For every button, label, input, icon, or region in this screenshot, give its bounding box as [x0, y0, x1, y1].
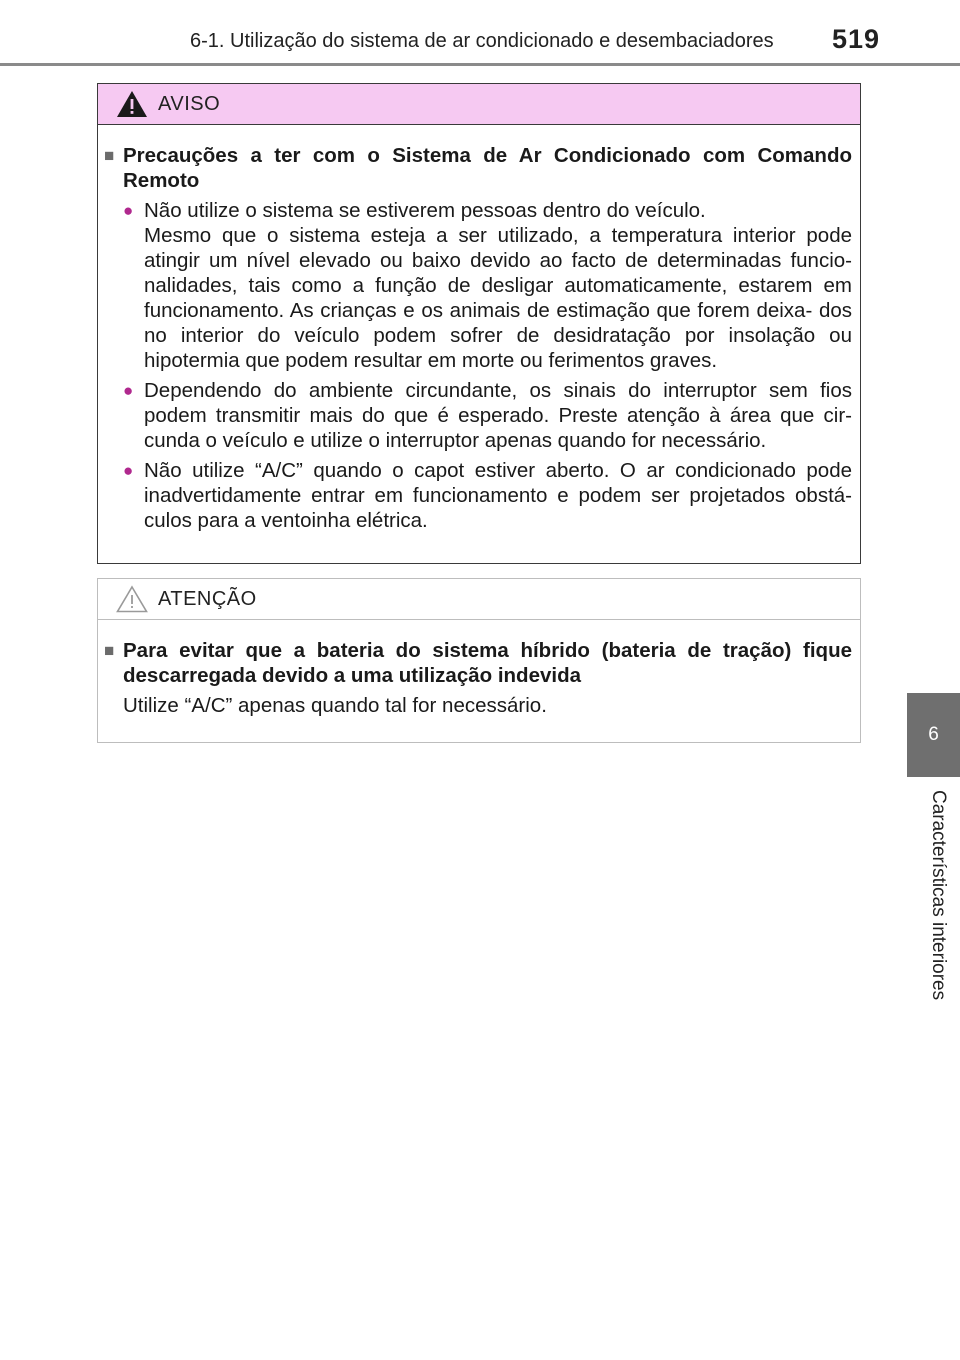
caution-text: Utilize “A/C” apenas quando tal for necessário. — [123, 694, 547, 717]
caution-section-heading: ■ Para evitar que a bateria do sistema híbrido (bateria de tração) fique descarregada devido a uma utilização indevida — [104, 639, 852, 687]
chapter-number: 6 — [928, 724, 939, 745]
list-item — [104, 458, 852, 533]
bullet-text: Mesmo que o sistema esteja a ser utilizado, a temperatura interior pode atingir um nível elevado ou baixo devido ao facto de determinadas funcio- nalidades, tais como a função de desligar automaticamente, estarem em funcionamento. As crianças e os animais de estimação que forem deixa- dos no interior do veículo podem sofrer de desidratação por insolação ou hipotermia que podem resultar em morte ou ferimentos graves. — [144, 224, 852, 372]
bullet-text: Dependendo do ambiente circundante, os sinais do interruptor sem fios podem transmitir mais do que é esperado. Preste atenção à área que cir- cunda o veículo e utilize o interruptor apenas quando for necessário. — [144, 379, 852, 452]
caution-box — [97, 578, 861, 743]
caution-box-header — [98, 579, 860, 620]
warning-box — [97, 83, 861, 564]
bullet-dot-icon: ● — [123, 201, 134, 220]
bullet-dot-icon: ● — [123, 461, 134, 480]
warning-section-heading: ■ Precauções a ter com o Sistema de Ar Condicionado com Comando Remoto — [104, 144, 852, 192]
warning-triangle-filled-icon — [116, 90, 148, 118]
bullet-dot-icon: ● — [123, 381, 134, 400]
caution-box-body — [98, 620, 860, 718]
list-item — [104, 378, 852, 453]
caution-box-title: ATENÇÃO — [158, 587, 257, 610]
warning-box-title: AVISO — [158, 92, 221, 115]
chapter-label: Características interiores — [928, 790, 949, 1001]
warning-triangle-outline-icon — [116, 585, 148, 613]
warning-box-header — [98, 84, 860, 125]
page-number: 519 — [832, 24, 881, 54]
bullet-text: Não utilize “A/C” quando o capot estiver aberto. O ar condicionado pode inadvertidamente entrar em funcionamento e podem ser projetados obstá- culos para a ventoinha elétrica. — [144, 459, 852, 532]
square-bullet-icon: ■ — [104, 146, 115, 165]
square-bullet-icon: ■ — [104, 641, 115, 660]
header-section-title: 6-1. Utilização do sistema de ar condicionado e desembaciadores — [190, 30, 774, 52]
warning-box-body — [98, 125, 860, 533]
list-item — [104, 198, 852, 373]
chapter-tab — [907, 693, 960, 777]
bullet-lead-text: Não utilize o sistema se estiverem pessoas dentro do veículo. — [144, 199, 706, 222]
header-divider — [0, 63, 960, 66]
